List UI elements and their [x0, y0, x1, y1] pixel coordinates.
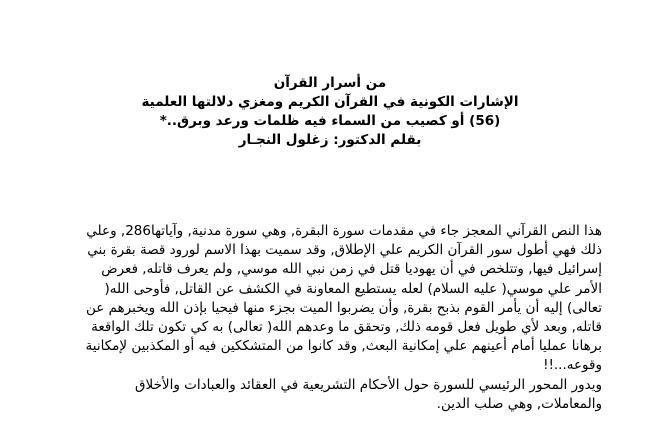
article-header: [60, 74, 600, 150]
body-line: قاتله, وبعد لأي طويل فعل قومه ذلك, وتحقق ما وعدهم الله( تعالى) به كي تكون تلك الواقعة: [91, 319, 602, 336]
article-title: (56) أو كصيب من السماء فيه ظلمات ورعد وبرق..*: [159, 113, 501, 129]
body-line: ويدور المحور الرئيسي للسورة حول الأحكام التشريعية في العقائد والعبادات والأخلاق: [135, 376, 602, 393]
article-subtitle: الإشارات الكونية في القرآن الكريم ومغزي دلالتها العلمية: [141, 94, 519, 110]
article-body: [40, 222, 602, 414]
body-line: ذلك فهي أطول سور القرآن الكريم علي الإطلاق, وقد سميت بهذا الاسم لورود قصة بقرة بني: [87, 242, 602, 259]
body-line: برهانا عمليا أمام أعينهم علي إمكانية البعث, وقد كانوا من المتشككين فيه أو المكذبين لإمكانية: [85, 338, 602, 355]
series-title: من أسرار القرآن: [273, 75, 387, 91]
body-line: والمعاملات, وهي صلب الدين.: [436, 395, 602, 412]
body-line: تعالى) إليه أن يأمر القوم بذبح بقرة, وأن يضربوا الميت بجزء منها فيحيا بإذن الله ويخبرهم عن: [85, 299, 602, 316]
body-line: إسرائيل فيها, وتتلخص في أن يهوديا قتل في زمن نبي الله موسي, ولم يعرف قاتله, فعرض: [101, 261, 602, 278]
body-line: وقوعه...!!: [543, 357, 602, 374]
body-line: الأمر علي موسي( عليه السلام) لعله يستطيع المعاونة في الكشف عن القاتل, فأوحى الله(: [104, 280, 602, 297]
body-line: هذا النص القرآني المعجز جاء في مقدمات سورة البقرة, وهي سورة مدنية, وآياتها286, وعلي: [86, 223, 602, 239]
author-byline: بقلم الدكتور: زغلول النجـار: [238, 132, 422, 148]
